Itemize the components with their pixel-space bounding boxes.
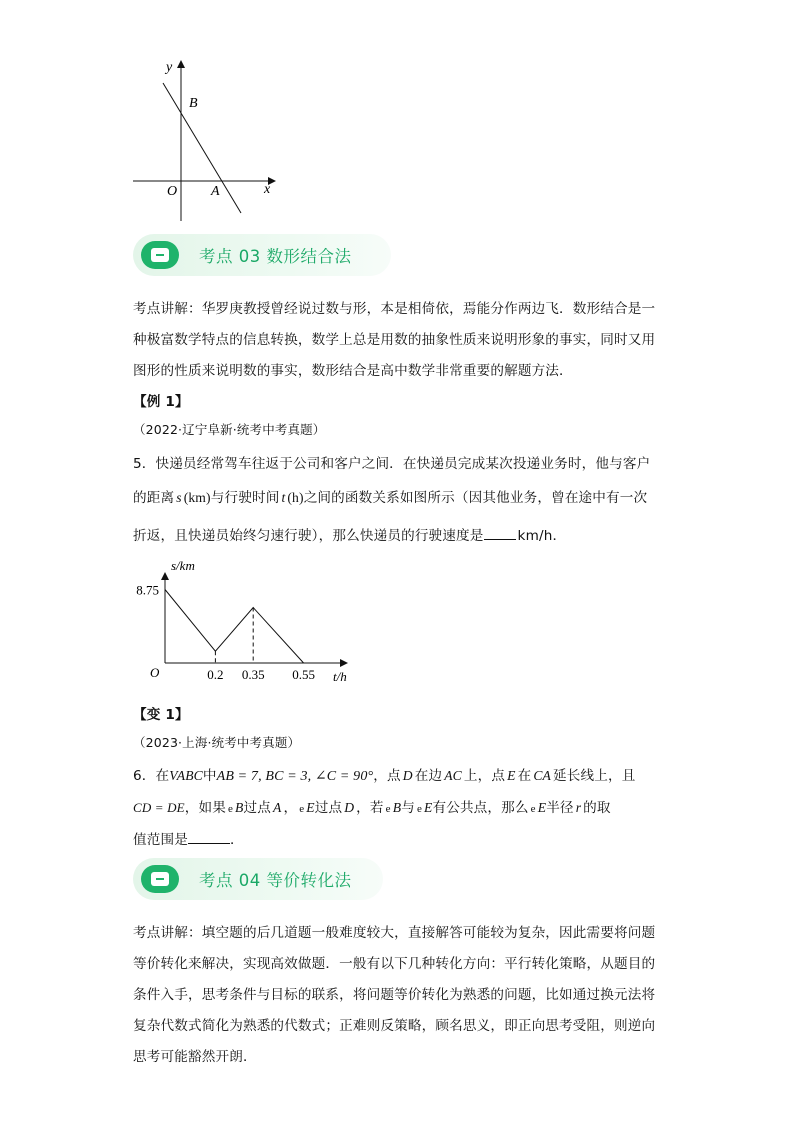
point-b: B — [392, 800, 402, 815]
section-banner-04 — [133, 858, 383, 900]
problem-line — [133, 796, 611, 816]
text: 值范围是 — [133, 832, 188, 848]
problem-line: 5．快递员经常驾车往返于公司和客户之间．在快递员完成某次投递业务时，他与客户 — [133, 456, 651, 472]
text: 的距离 — [133, 490, 175, 506]
problem-line — [133, 828, 244, 848]
text-line: 复杂代数式简化为熟悉的代数式；正难则反策略，顾名思义，即正向思考受阻，则逆向 — [133, 1018, 656, 1034]
text-line: 图形的性质来说明数的事实，数形结合是高中数学非常重要的解题方法． — [133, 363, 573, 379]
section-banner-03 — [133, 234, 391, 276]
text: 中 — [202, 768, 217, 784]
point-e: E — [306, 800, 315, 815]
var-t: t — [281, 490, 286, 505]
text: 之间的函数关系如图所示（因其他业务，曾在途中有一次 — [303, 490, 648, 506]
text: 上，点 — [463, 768, 506, 784]
text: ，若 — [356, 800, 384, 816]
text: 在边 — [414, 768, 443, 784]
folder-icon — [141, 241, 179, 269]
problem-line — [133, 486, 647, 506]
x-axis-label: x — [264, 182, 271, 197]
example-source: （2022·辽宁阜新·统考中考真题） — [133, 422, 326, 437]
segment-ac: AC — [444, 768, 462, 783]
text: 的取 — [583, 800, 611, 816]
text: ． — [229, 832, 244, 848]
triangle: VABC — [169, 768, 203, 783]
distance-time-chart — [125, 555, 365, 690]
text: 半径 — [546, 800, 574, 816]
y-axis-label: s/km — [171, 558, 195, 573]
text: ，点 — [373, 768, 401, 784]
condition: CD = DE — [133, 800, 185, 815]
folder-icon — [141, 865, 179, 893]
variant-label: 【变 1】 — [133, 707, 189, 723]
circle-symbol: e — [385, 803, 391, 815]
unit-h: (h) — [287, 490, 304, 505]
text-line: 考点讲解：华罗庚教授曾经说过数与形，本是相倚依，焉能分作两边飞．数形结合是一 — [133, 301, 656, 317]
var-r: r — [575, 800, 582, 815]
problem-line — [133, 764, 635, 785]
text: 6．在 — [133, 768, 170, 784]
origin-label: O — [150, 665, 160, 680]
text-line: 等价转化来解决，实现高效做题．一般有以下几种转化方向：平行转化策略，从题目的 — [133, 956, 656, 972]
point-d: D — [344, 800, 355, 815]
condition: AB = 7, BC = 3, ∠C = 90° — [216, 769, 374, 784]
circle-symbol: e — [299, 803, 305, 815]
point-b-label: B — [189, 96, 198, 111]
unit-km: (km) — [183, 490, 211, 505]
var-s: s — [176, 490, 182, 505]
point-d: D — [402, 768, 413, 783]
problem-line — [133, 524, 566, 544]
text-line: 思考可能豁然开朗． — [133, 1049, 257, 1065]
point-a: A — [272, 800, 282, 815]
text-line: 种极富数学特点的信息转换，数学上总是用数的抽象性质来说明形象的事实，同时又用 — [133, 332, 656, 348]
x-axis-label: t/h — [333, 669, 347, 684]
text: 与 — [401, 800, 415, 816]
text: 折返，且快递员始终匀速行驶），那么快递员的行驶速度是 — [133, 528, 484, 544]
text-line: 条件入手，思考条件与目标的联系，将问题等价转化为熟悉的问题，比如通过换元法将 — [133, 987, 656, 1003]
example-label: 【例 1】 — [133, 394, 189, 410]
section-title: 考点 04 等价转化法 — [199, 871, 352, 890]
origin-label: O — [167, 184, 178, 199]
circle-symbol: e — [416, 803, 422, 815]
text: 过点 — [243, 800, 271, 816]
x-tick-label: 0.35 — [241, 667, 265, 682]
point-e: E — [507, 768, 516, 783]
unit: km/h． — [517, 528, 567, 544]
segment-ca: CA — [533, 768, 551, 783]
text: 与行驶时间 — [210, 490, 280, 506]
point-e: E — [423, 800, 433, 815]
y-axis-label: y — [166, 60, 173, 75]
point-b: B — [235, 800, 244, 815]
x-tick-label: 0.2 — [207, 667, 224, 682]
text: ， — [283, 800, 298, 816]
text: 有公共点，那么 — [432, 800, 529, 816]
circle-symbol: e — [530, 803, 536, 815]
point-a-label: A — [211, 184, 220, 199]
circle-symbol: e — [227, 803, 233, 815]
text: ，如果 — [184, 800, 226, 816]
y-tick-label: 8.75 — [136, 582, 159, 598]
text: 延长线上，且 — [553, 768, 636, 784]
distance-line — [165, 590, 304, 664]
section-title: 考点 03 数形结合法 — [199, 247, 352, 266]
coordinate-figure — [125, 55, 285, 230]
answer-blank[interactable] — [188, 831, 230, 844]
point-e: E — [537, 800, 547, 815]
variant-source: （2023·上海·统考中考真题） — [133, 735, 301, 750]
x-tick-label: 0.55 — [292, 667, 315, 682]
text: 在 — [517, 768, 532, 784]
answer-blank[interactable] — [484, 527, 516, 540]
text-line: 考点讲解：填空题的后几道题一般难度较大，直接解答可能较为复杂，因此需要将问题 — [133, 925, 656, 941]
text: 过点 — [314, 800, 343, 816]
